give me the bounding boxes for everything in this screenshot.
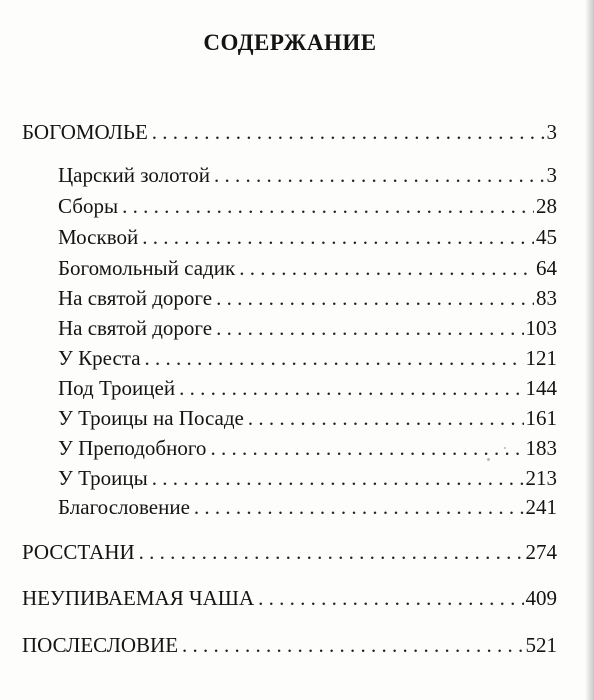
toc-leader-dots	[248, 404, 524, 432]
toc-section-entry[interactable]	[22, 631, 557, 659]
toc-entry-title: У Преподобного	[58, 436, 207, 460]
toc-entry-page: 274	[525, 540, 557, 564]
toc-leader-dots	[145, 344, 524, 372]
toc-leader-dots	[239, 254, 534, 282]
toc-entry-page: 213	[525, 466, 557, 490]
toc-leader-dots	[122, 192, 534, 220]
toc-entry-page: 64	[536, 256, 557, 280]
toc-entry-page: 3	[546, 120, 557, 144]
toc-leader-dots	[152, 464, 524, 492]
toc-leader-dots	[139, 538, 524, 566]
toc-chapter-entry[interactable]	[58, 434, 557, 462]
toc-entry-page: 241	[525, 495, 557, 519]
toc-entry-title: На святой дороге	[58, 286, 213, 310]
toc-entry-page: 183	[525, 436, 557, 460]
toc-leader-dots	[142, 223, 534, 251]
page-scan-edge	[585, 0, 594, 700]
toc-entry-title: Сборы	[58, 194, 119, 218]
page-title: СОДЕРЖАНИЕ	[203, 30, 377, 55]
toc-leader-dots	[210, 434, 523, 462]
toc-entry-title: ПОСЛЕСЛОВИЕ	[22, 633, 179, 657]
toc-section-entry[interactable]	[22, 118, 557, 146]
toc-entry-page: 103	[525, 316, 557, 340]
toc-entry-title: Царский золотой	[58, 163, 210, 187]
toc-entry-page: 521	[525, 633, 557, 657]
toc-entry-title: РОССТАНИ	[22, 540, 135, 564]
toc-entry-page: 409	[525, 586, 557, 610]
toc-chapter-entry[interactable]	[58, 161, 557, 189]
toc-entry-title: НЕУПИВАЕМАЯ ЧАША	[22, 586, 255, 610]
toc-leader-dots	[194, 493, 524, 521]
toc-entry-title: БОГОМОЛЬЕ	[22, 120, 148, 144]
toc-entry-page: 45	[536, 225, 557, 249]
toc-entry-page: 83	[536, 286, 557, 310]
toc-leader-dots	[216, 284, 534, 312]
toc-chapter-entry[interactable]	[58, 284, 557, 312]
toc-entry-page: 161	[525, 406, 557, 430]
toc-chapter-entry[interactable]	[58, 192, 557, 220]
toc-leader-dots	[182, 631, 523, 659]
toc-chapter-entry[interactable]	[58, 374, 557, 402]
toc-chapter-entry[interactable]	[58, 314, 557, 342]
toc-chapter-entry[interactable]	[58, 493, 557, 521]
toc-entry-title: Под Троицей	[58, 376, 176, 400]
toc-entry-page: 3	[546, 163, 557, 187]
print-speck	[487, 458, 490, 461]
toc-entry-title: У Троицы на Посаде	[58, 406, 244, 430]
toc-entry-title: У Троицы	[58, 466, 148, 490]
toc-entry-title: На святой дороге	[58, 316, 213, 340]
print-speck	[504, 447, 506, 449]
toc-entry-title: Москвой	[58, 225, 139, 249]
toc-chapter-entry[interactable]	[58, 464, 557, 492]
toc-leader-dots	[258, 584, 523, 612]
toc-chapter-entry[interactable]	[58, 223, 557, 251]
toc-chapter-entry[interactable]	[58, 254, 557, 282]
toc-entry-title: Благословение	[58, 495, 190, 519]
toc-leader-dots	[152, 118, 545, 146]
toc-leader-dots	[214, 161, 545, 189]
toc-entry-title: У Креста	[58, 346, 141, 370]
toc-chapter-entry[interactable]	[58, 344, 557, 372]
toc-section-entry[interactable]	[22, 584, 557, 612]
toc-entry-page: 121	[525, 346, 557, 370]
toc-entry-title: Богомольный садик	[58, 256, 236, 280]
toc-section-entry[interactable]	[22, 538, 557, 566]
toc-entry-page: 28	[536, 194, 557, 218]
toc-chapter-entry[interactable]	[58, 404, 557, 432]
toc-entry-page: 144	[525, 376, 557, 400]
toc-leader-dots	[179, 374, 523, 402]
toc-leader-dots	[216, 314, 523, 342]
